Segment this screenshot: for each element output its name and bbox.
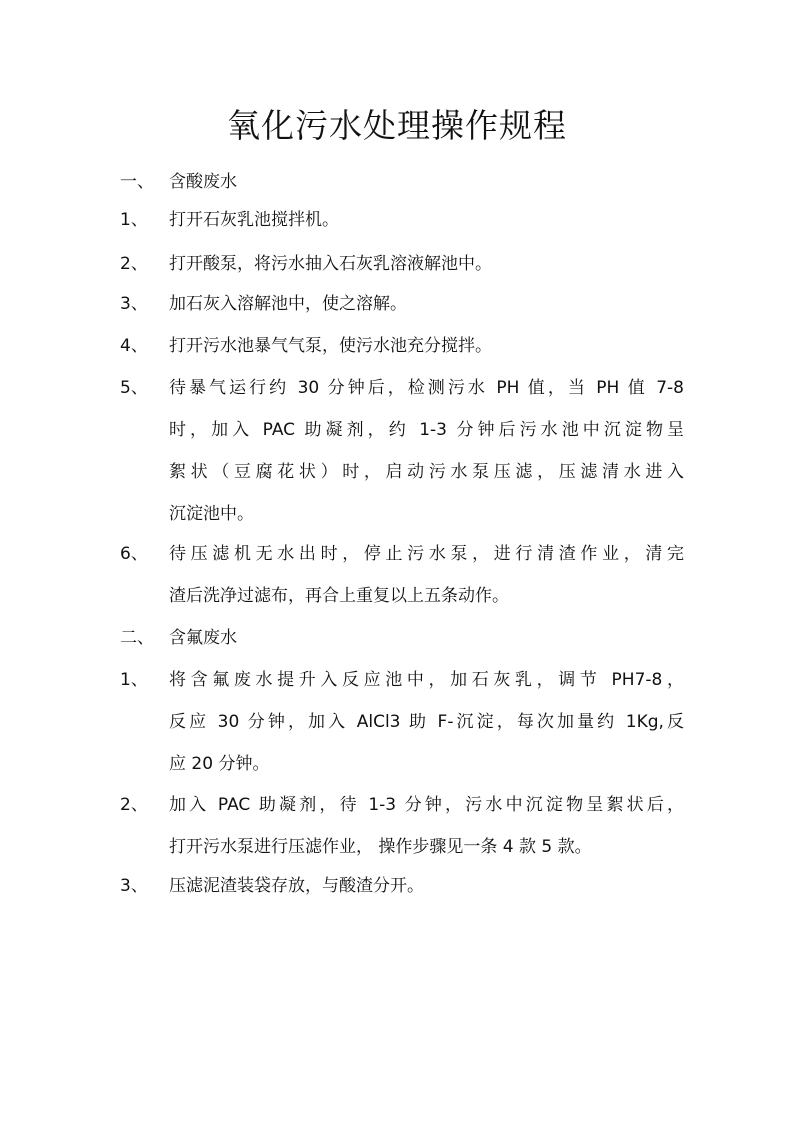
- item-number: 2、: [120, 254, 148, 274]
- item-line: 加石灰入溶解池中，使之溶解。: [169, 294, 407, 314]
- item-line: 将含氟废水提升入反应池中，加石灰乳，调节 PH7-8，: [169, 670, 684, 690]
- item-number: 5、: [120, 378, 148, 398]
- item-line: 待暴气运行约 30 分钟后，检测污水 PH 值，当 PH 值 7-8: [169, 378, 684, 398]
- section-number: 二、: [120, 628, 154, 648]
- item-number: 6、: [120, 544, 148, 564]
- item-line: 打开污水池暴气气泵，使污水池充分搅拌。: [169, 336, 492, 356]
- item-line: 絮状（豆腐花状）时，启动污水泵压滤，压滤清水进入: [169, 462, 684, 482]
- item-number: 1、: [120, 210, 148, 230]
- item-number: 4、: [120, 336, 148, 356]
- item-line: 时，加入 PAC 助凝剂，约 1-3 分钟后污水池中沉淀物呈: [169, 420, 684, 440]
- item-line: 沉淀池中。: [169, 504, 254, 524]
- item-line: 待压滤机无水出时，停止污水泵，进行清渣作业，清完: [169, 544, 684, 564]
- item-number: 3、: [120, 876, 148, 896]
- item-line: 打开石灰乳池搅拌机。: [169, 210, 339, 230]
- item-line: 打开酸泵，将污水抽入石灰乳溶液解池中。: [169, 254, 492, 274]
- item-number: 3、: [120, 294, 148, 314]
- document-title: 氧化污水处理操作规程: [227, 106, 567, 145]
- item-line: 压滤泥渣装袋存放，与酸渣分开。: [169, 876, 424, 896]
- item-line: 渣后洗净过滤布，再合上重复以上五条动作。: [169, 586, 509, 606]
- section-heading-text: 含酸废水: [169, 172, 237, 192]
- item-line: 反应 30 分钟，加入 AlCl3 助 F-沉淀，每次加量约 1Kg,反: [169, 712, 684, 732]
- section-number: 一、: [120, 172, 154, 192]
- item-line: 打开污水泵进行压滤作业， 操作步骤见一条 4 款 5 款。: [169, 837, 592, 857]
- item-number: 2、: [120, 795, 148, 815]
- section-heading-text: 含氟废水: [169, 628, 237, 648]
- item-line: 加入 PAC 助凝剂，待 1-3 分钟，污水中沉淀物呈絮状后，: [169, 795, 684, 815]
- item-number: 1、: [120, 670, 148, 690]
- item-line: 应 20 分钟。: [169, 754, 270, 774]
